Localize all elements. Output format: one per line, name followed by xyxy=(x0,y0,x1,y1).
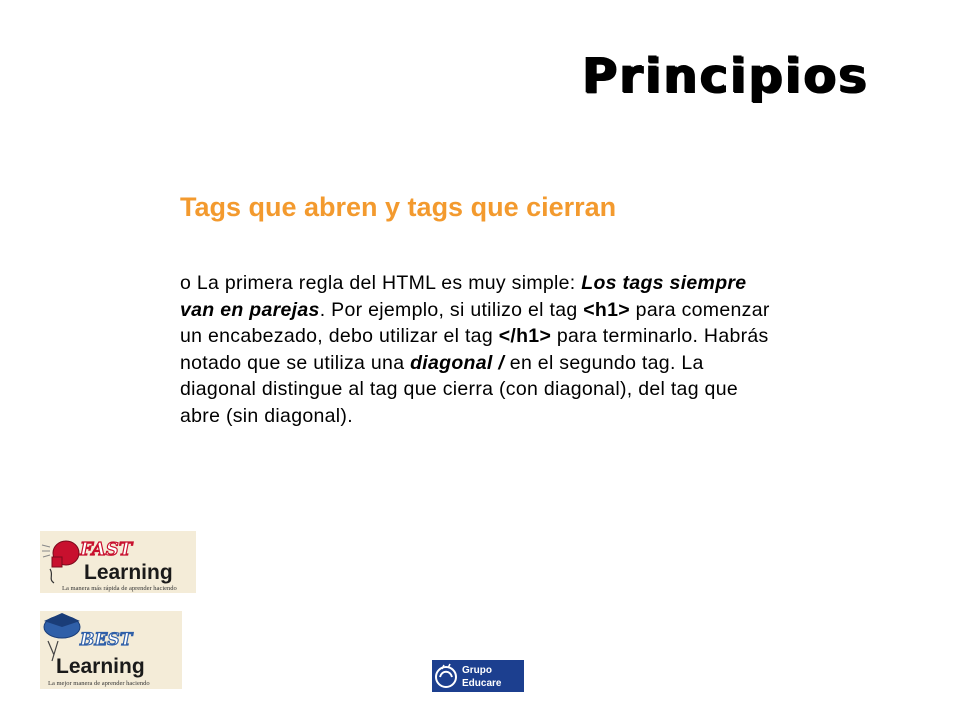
fast-learning-logo-graphic xyxy=(40,531,196,593)
body-text-part: para comenzar un encabezado, debo utilizar el tag xyxy=(180,298,770,347)
code-close-tag: </h1> xyxy=(498,325,552,347)
best-logo-word1: BEST xyxy=(80,630,133,650)
educare-logo-line1: Grupo xyxy=(462,665,492,676)
fast-logo-word1: FAST xyxy=(80,539,133,560)
body-text-part: para terminarlo. Habrás notado que se utiliza una xyxy=(180,325,769,374)
body-text-part: . Por ejemplo, si utilizo el tag xyxy=(319,298,584,321)
fast-logo-word2: Learning xyxy=(84,561,173,584)
grupo-educare-logo xyxy=(432,660,524,692)
slide-title: Principios xyxy=(581,48,868,104)
best-logo-tagline: La mejor manera de aprender haciendo xyxy=(48,680,150,687)
bullet-marker: o xyxy=(180,272,192,294)
best-logo-word2: Learning xyxy=(56,655,145,678)
body-text-part: La primera regla del HTML es muy simple: xyxy=(191,272,582,294)
code-open-tag: <h1> xyxy=(583,298,630,321)
emphasis-pairs: Los tags siempre van en parejas xyxy=(180,272,747,321)
slide-subtitle: Tags que abren y tags que cierran xyxy=(180,192,617,222)
best-learning-logo-graphic xyxy=(40,611,182,689)
emphasis-diagonal: diagonal / xyxy=(410,351,505,374)
slide-body xyxy=(180,270,780,429)
best-learning-logo xyxy=(40,611,182,689)
grupo-educare-logo-graphic xyxy=(432,660,524,692)
educare-logo-line2: Educare xyxy=(462,678,502,689)
body-text-part: en el segundo tag. La diagonal distingue al tag que cierra (con diagonal), del tag que abre (sin diagonal). xyxy=(180,351,738,427)
fast-learning-logo xyxy=(40,531,196,593)
fast-logo-tagline: La manera más rápida de aprender haciendo xyxy=(62,585,177,592)
